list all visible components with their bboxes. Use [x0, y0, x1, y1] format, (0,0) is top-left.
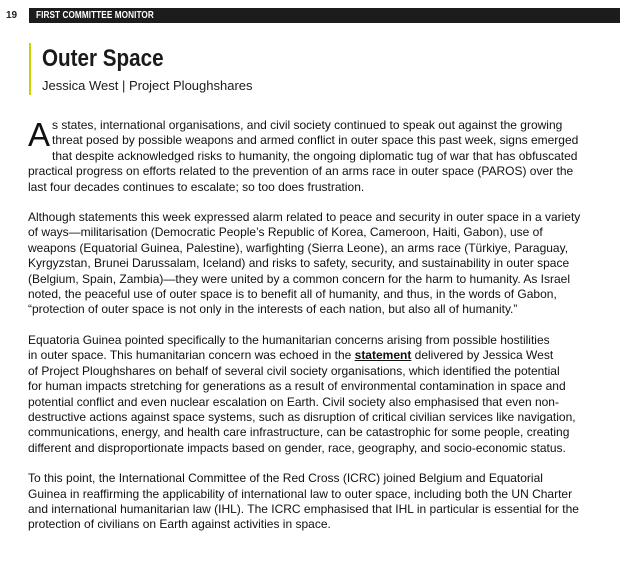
title-block [29, 43, 253, 95]
paragraph-line: (Belgium, Spain, Zambia)—they were united by a common concern for the harm to humanity. As Israel [28, 271, 571, 286]
paragraph-line: protection of civilians on Earth against activities in space. [28, 517, 331, 532]
paragraph-line: s states, international organisations, and civil society continued to speak out against the growing [52, 118, 563, 132]
paragraph-line-with-link [28, 348, 618, 363]
paragraph-line: practical progress on efforts related to the prevention of an arms race in outer space (PAROS) over the [28, 164, 574, 179]
line-text-before-link: in outer space. This humanitarian concern was echoed in the [28, 348, 355, 363]
paragraph-line: that despite acknowledged risks to humanity, the ongoing diplomatic tug of war that has obfuscated [52, 148, 578, 163]
paragraph-line: weapons (Equatorial Guinea, Palestine), warfighting (Sierra Leone), an arms race (Türkiye, Paraguay, [28, 240, 569, 255]
drop-cap: A [28, 116, 51, 153]
paragraph-line: Guinea in reaffirming the applicability of international law to outer space, including both the UN Charter [28, 486, 573, 501]
paragraph-line: and international humanitarian law (IHL). The ICRC emphasised that IHL in particular is essential for the [28, 501, 579, 516]
article-body [28, 118, 618, 548]
paragraph-line: Although statements this week expressed alarm related to peace and security in outer space in a variety [28, 210, 581, 225]
paragraph-line: of ways—militarisation (Democratic People’s Republic of Korea, Cameroon, Haiti, Gabon), use of [28, 225, 543, 240]
paragraph-4 [28, 471, 618, 533]
paragraph-line: “protection of outer space is not only in the interests of each nation, but also all of humanity.” [28, 302, 518, 317]
header-strip [29, 8, 620, 23]
paragraph-line: Kyrgyzstan, Brunei Darussalam, Iceland) and risks to safety, security, and sustainability in outer space [28, 256, 570, 271]
paragraph-line: communications, energy, and health care infrastructure, can be catastrophic for some people, creating [28, 425, 570, 440]
publication-title: FIRST COMMITTEE MONITOR [36, 10, 154, 21]
paragraph-3 [28, 333, 618, 456]
article-byline: Jessica West | Project Ploughshares [42, 78, 253, 93]
paragraph-line: threat posed by possible weapons and armed conflict in outer space this past week, signs emerged [52, 133, 579, 148]
paragraph-line: different and disproportionate impacts based on gender, race, geography, and socio-economic status. [28, 440, 566, 455]
line-text-after-link: delivered by Jessica West [411, 348, 554, 363]
article-title: Outer Space [42, 45, 164, 72]
paragraph-line: last four decades continues to escalate; so too does frustration. [28, 179, 365, 194]
paragraph-line: Equatoria Guinea pointed specifically to the humanitarian concerns arising from possible hostilities [28, 332, 550, 347]
paragraph-line: of Project Ploughshares on behalf of several civil society organisations, which identified the potential [28, 363, 560, 378]
paragraph-line: To this point, the International Committee of the Red Cross (ICRC) joined Belgium and Equatorial [28, 471, 543, 486]
statement-link[interactable]: statement [354, 348, 412, 363]
paragraph-line: potential conflict and even nuclear escalation on Earth. Civil society also emphasised that even non- [28, 394, 559, 409]
paragraph-line: for human impacts stretching for generations as a result of environmental contamination in space and [28, 379, 566, 394]
paragraph-1 [28, 118, 618, 195]
paragraph-2 [28, 210, 618, 318]
page-number: 19 [6, 10, 18, 21]
paragraph-line: noted, the peaceful use of outer space is to benefit all of humanity, and thus, in the words of Gabon, [28, 287, 557, 302]
page-header [0, 8, 624, 25]
paragraph-line: destructive actions against space systems, such as disruption of critical civilian services like navigation, [28, 409, 576, 424]
